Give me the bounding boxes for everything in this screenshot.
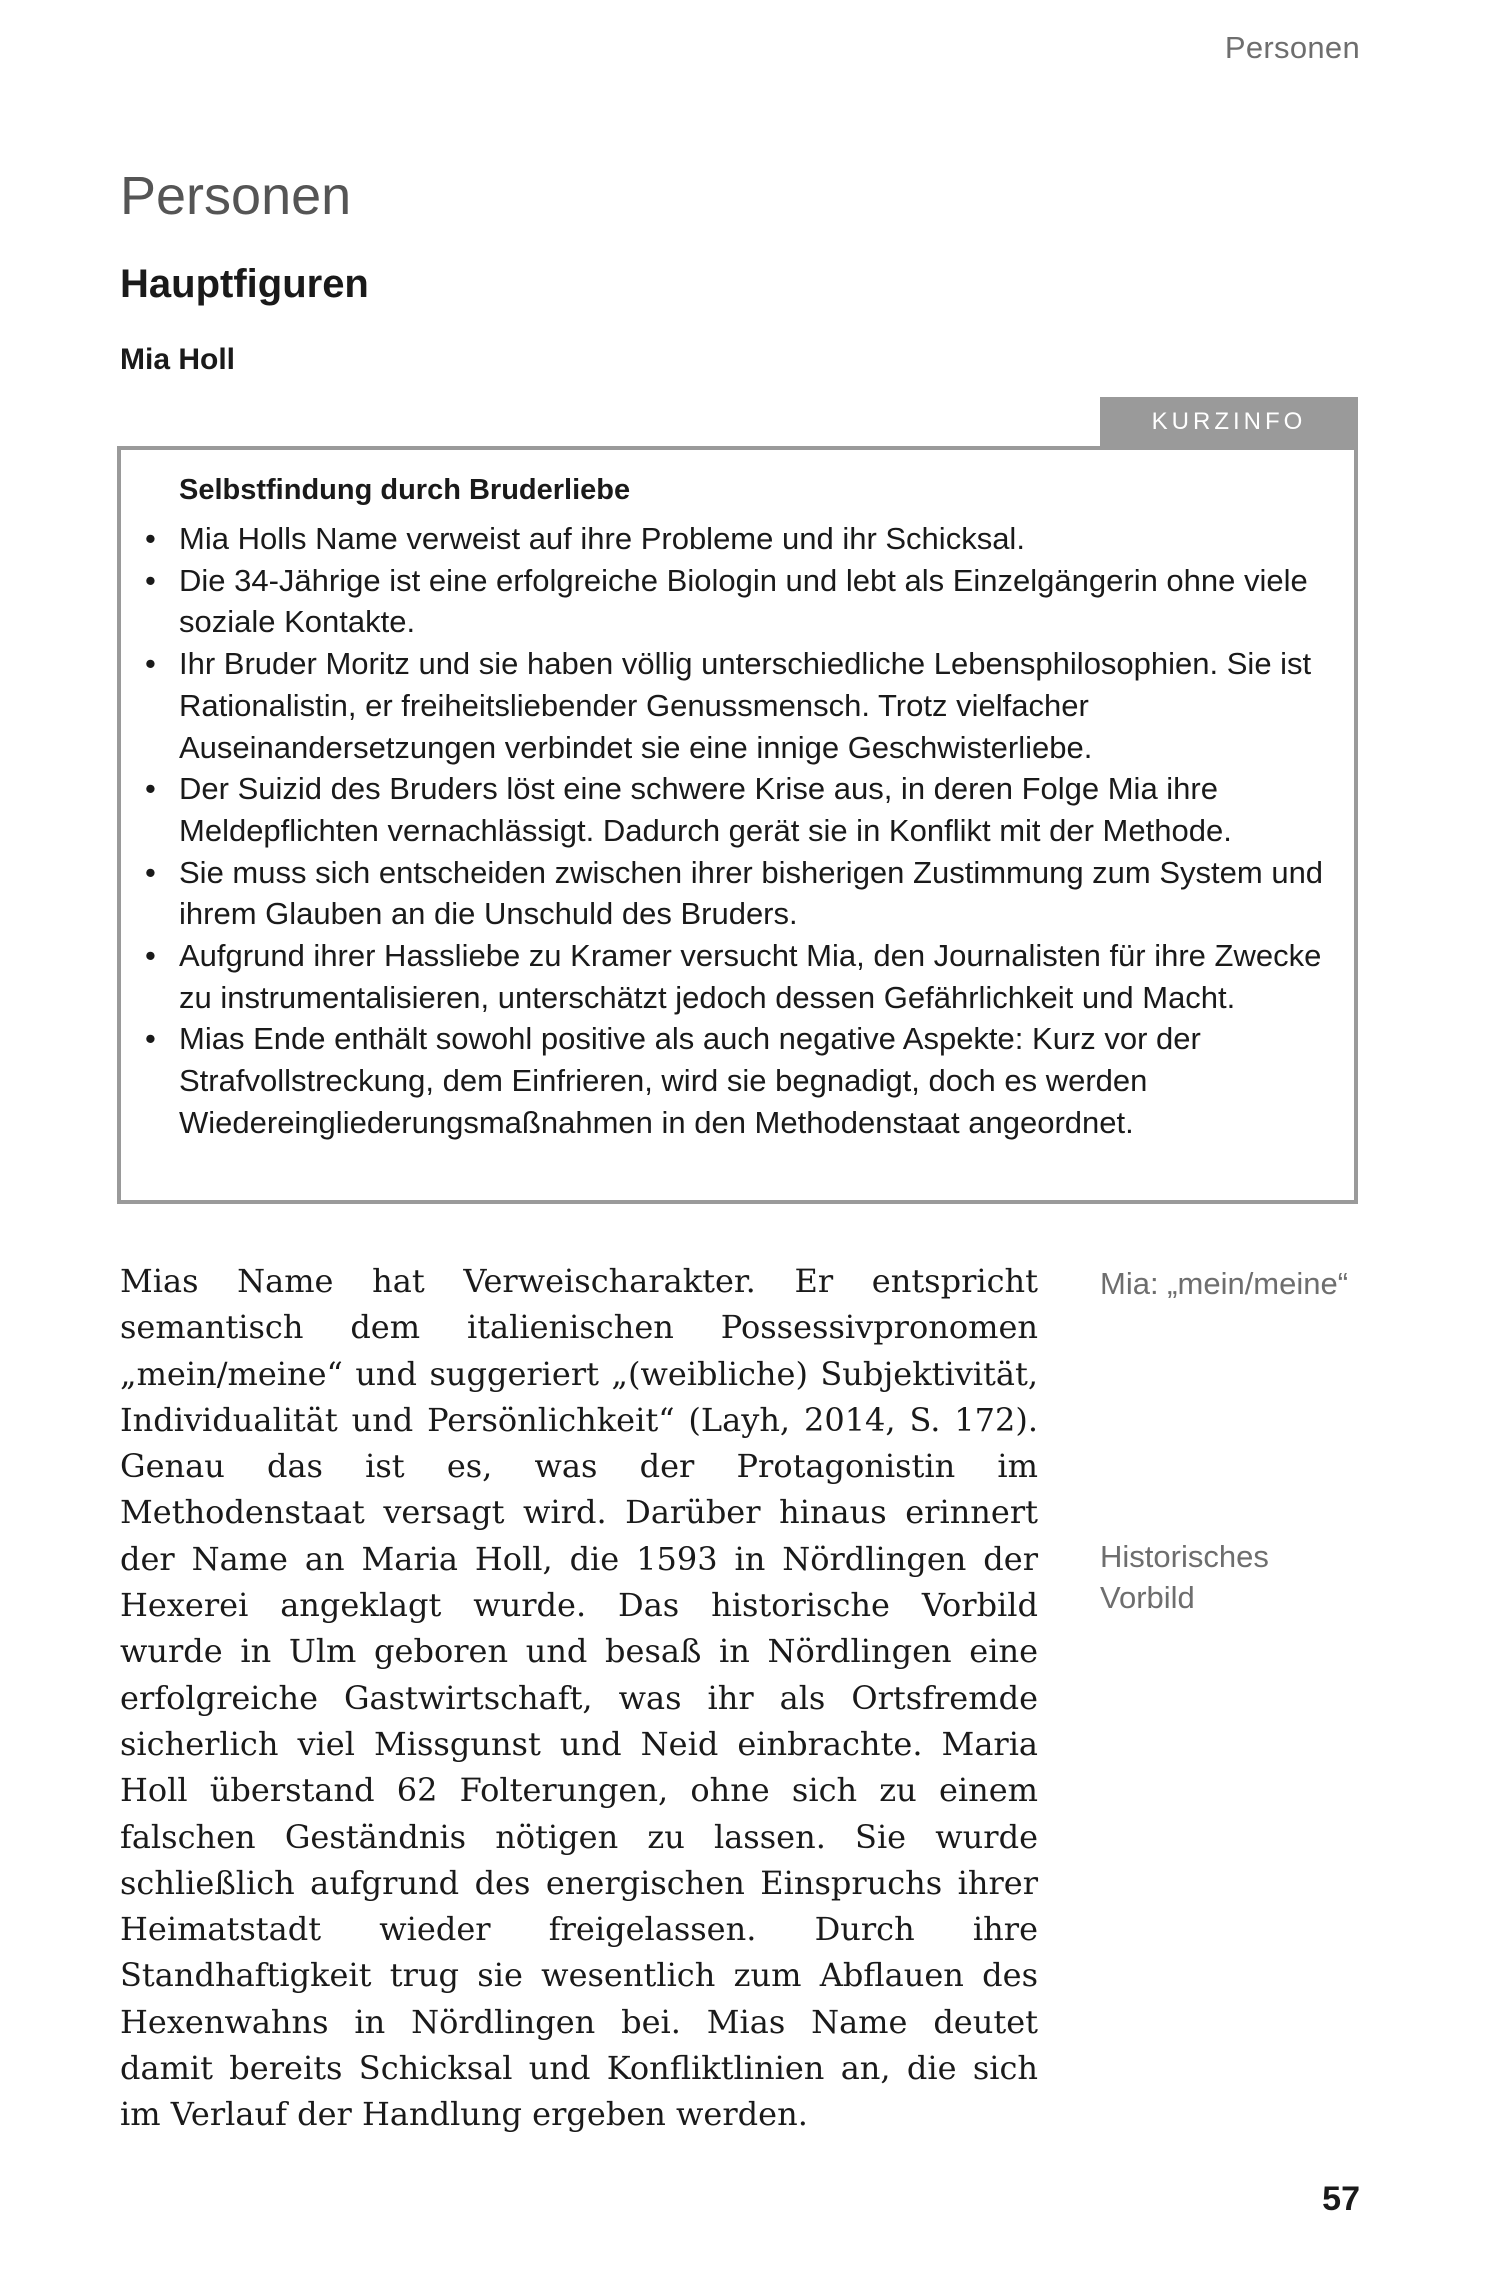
list-item-text: Die 34-Jährige ist eine erfolgreiche Biologin und lebt als Einzelgängerin ohne viele soziale Kontakte.	[179, 562, 1308, 640]
bullet-icon: •	[145, 771, 156, 807]
list-item-text: Mia Holls Name verweist auf ihre Probleme und ihr Schicksal.	[179, 521, 1025, 556]
subsection-title: Mia Holl	[120, 343, 236, 376]
kurzinfo-tab: KURZINFO	[1100, 397, 1358, 446]
list-item	[143, 768, 1332, 851]
list-item-text: Mias Ende enthält sowohl positive als auch negative Aspekte: Kurz vor der Strafvollstreckung, dem Einfrieren, wird sie begnadigt, doch es werden Wiedereingliederungsmaßnahmen in den Methodenstaat angeordnet.	[179, 1021, 1201, 1140]
chapter-title: Personen	[120, 166, 352, 226]
list-item	[143, 935, 1332, 1018]
list-item-text: Aufgrund ihrer Hassliebe zu Kramer versucht Mia, den Journalisten für ihre Zwecke zu instrumentalisieren, unterschätzt jedoch dessen Gefährlichkeit und Macht.	[179, 938, 1322, 1015]
margin-note-historisches-vorbild: Historisches Vorbild	[1100, 1539, 1269, 1615]
bullet-icon: •	[145, 854, 156, 890]
body-paragraph: Mias Name hat Verweischarakter. Er entspricht semantisch dem italienischen Possessivpronomen „mein/meine“ und suggeriert „(weibliche) Subjektivität, Individualität und Persönlichkeit“ (Layh, 2014, S. 172). Genau das ist es, was der Protagonistin im Methodenstaat versagt wird. Darüber hinaus erinnert der Name an Maria Holl, die 1593 in Nördlingen der Hexerei angeklagt wurde. Das historische Vorbild wurde in Ulm geboren und besaß in Nördlingen eine erfolgreiche Gastwirtschaft, was ihr als Ortsfremde sicherlich viel Missgunst und Neid einbrachte. Maria Holl überstand 62 Folterungen, ohne sich zu einem falschen Geständnis nötigen zu lassen. Sie wurde schließlich aufgrund des energischen Einspruchs ihrer Heimatstadt wieder freigelassen. Durch ihre Standhaftigkeit trug sie wesentlich zum Abflauen des Hexenwahns in Nördlingen bei. Mias Name deutet damit bereits Schicksal und Konfliktlinien an, die sich im Verlauf der Handlung ergeben werden.	[120, 1262, 1038, 2134]
bullet-icon: •	[145, 938, 156, 974]
kurzinfo-list	[143, 518, 1332, 1144]
kurzinfo-heading: Selbstfindung durch Bruderliebe	[179, 474, 631, 506]
page-number: 57	[1322, 2180, 1360, 2218]
list-item-text: Ihr Bruder Moritz und sie haben völlig unterschiedliche Lebensphilosophien. Sie ist Rationalistin, er freiheitsliebender Genussmensch. Trotz vielfacher Auseinandersetzungen verbindet sie eine innige Geschwisterliebe.	[179, 646, 1312, 765]
list-item-text: Der Suizid des Bruders löst eine schwere Krise aus, in deren Folge Mia ihre Meldepflichten vernachlässigt. Dadurch gerät sie in Konflikt mit der Methode.	[179, 771, 1232, 848]
kurzinfo-box	[117, 446, 1358, 1204]
list-item	[143, 643, 1332, 768]
list-item	[143, 1018, 1332, 1143]
section-title: Hauptfiguren	[120, 262, 369, 306]
list-item	[143, 560, 1332, 643]
list-item-text: Sie muss sich entscheiden zwischen ihrer bisherigen Zustimmung zum System und ihrem Glauben an die Unschuld des Bruders.	[179, 854, 1324, 932]
bullet-icon: •	[145, 562, 156, 598]
bullet-icon: •	[145, 1021, 156, 1057]
list-item	[143, 852, 1332, 935]
margin-note-mia: Mia: „mein/meine“	[1100, 1266, 1349, 1301]
bullet-icon: •	[145, 521, 156, 556]
running-header: Personen	[1224, 30, 1360, 65]
bullet-icon: •	[145, 646, 156, 682]
list-item	[143, 518, 1332, 560]
